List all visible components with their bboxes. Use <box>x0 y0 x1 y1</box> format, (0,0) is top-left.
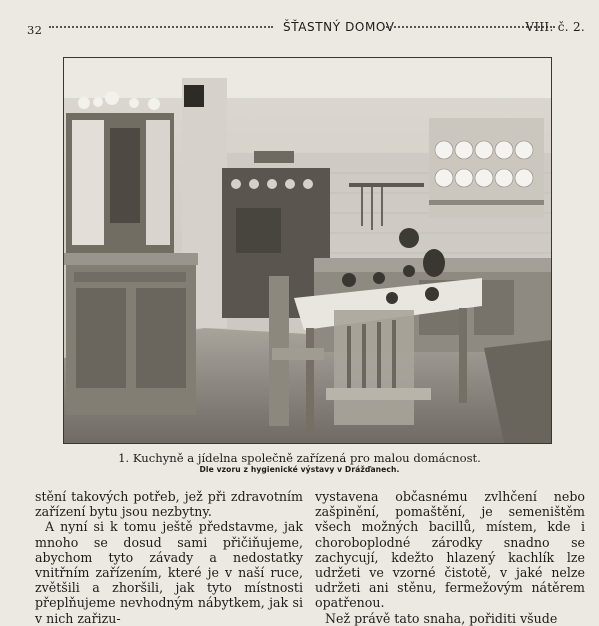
text-column-right <box>315 489 585 626</box>
page-number: 32 <box>27 23 43 37</box>
paragraph: vystavena občasnému zvlhčení nebo zašpinění, pomaštění, je semeništěm všech možných bacillů, místem, kde i choroboplodné zárodky snadno se zachycují, kdežto hlazený kachlík lze udržeti ve vzorné čistotě, v jaké nelze udržeti ani stěnu, fermežovým nátěrem opatřenou. <box>315 489 585 611</box>
paragraph: Než právě tato snaha, pořiditi všude <box>325 610 558 626</box>
paragraph: stění takových potřeb, jež při zdravotním zařízení bytu jsou nezbytny. <box>35 489 303 520</box>
running-header <box>27 20 585 38</box>
figure-subcaption: Dle vzoru z hygienické výstavy v Drážďanech. <box>199 465 400 474</box>
magazine-title: ŠŤASTNÝ DOMOV <box>283 20 395 34</box>
figure-caption: 1. Kuchyně a jídelna společně zařízená pro malou domácnost. <box>118 451 481 465</box>
paragraph: A nyní si k tomu ještě představme, jak mnoho se dosud sami přičiňujeme, abychom tyto závady a nedostatky vnitřním zařízením, které je v naší ruce, zvětšili a zhoršili, jak tyto místnosti přeplňujeme nevhodným nábytkem, jak si v nich zařizu- <box>35 519 303 626</box>
header-ornament-left <box>49 26 273 31</box>
kitchen-photograph <box>63 57 552 444</box>
issue-label: VIII. č. 2. <box>525 20 585 34</box>
text-column-left <box>35 489 303 626</box>
